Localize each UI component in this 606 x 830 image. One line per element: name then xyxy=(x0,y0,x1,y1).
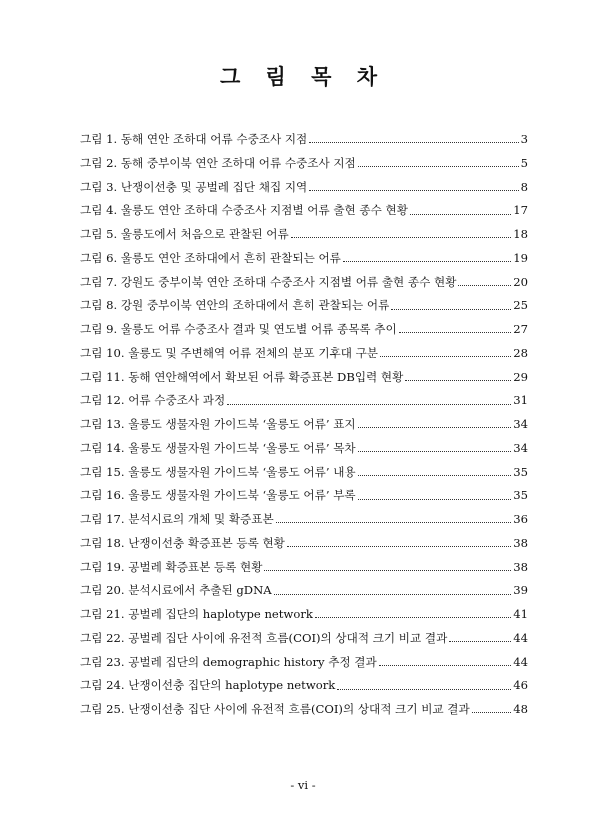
entry-label: 그림 17. 분석시료의 개체 및 확증표본 xyxy=(80,512,274,526)
entry-label: 그림 1. 동해 연안 조하대 어류 수중조사 지점 xyxy=(80,132,308,146)
entry-page-number: 19 xyxy=(513,250,528,265)
toc-entry[interactable] xyxy=(80,366,528,390)
entry-page-number: 28 xyxy=(513,345,528,360)
dot-leader xyxy=(274,594,512,595)
page-title: 그 림 목 차 xyxy=(219,64,387,89)
toc-entry[interactable] xyxy=(80,698,528,722)
dot-leader xyxy=(276,522,512,523)
dot-leader xyxy=(358,451,512,452)
dot-leader xyxy=(337,689,511,690)
dot-leader xyxy=(315,617,511,618)
toc-entry[interactable] xyxy=(80,532,528,556)
toc-entry[interactable] xyxy=(80,556,528,580)
toc-entry[interactable] xyxy=(80,247,528,271)
toc-entry[interactable] xyxy=(80,152,528,176)
dot-leader xyxy=(458,285,511,286)
toc-entry[interactable] xyxy=(80,579,528,603)
toc-entry[interactable] xyxy=(80,128,528,152)
dot-leader xyxy=(358,499,512,500)
entry-label: 그림 9. 울릉도 어류 수중조사 결과 및 연도별 어류 종목록 추이 xyxy=(80,322,397,336)
toc-entry[interactable] xyxy=(80,199,528,223)
entry-page-number: 20 xyxy=(513,274,528,289)
entry-page-number: 27 xyxy=(513,322,528,336)
toc-entry[interactable] xyxy=(80,484,528,508)
entry-page-number: 48 xyxy=(513,702,528,716)
dot-leader xyxy=(380,356,511,357)
entry-label: 그림 2. 동해 중부이북 연안 조하대 어류 수중조사 지점 xyxy=(80,155,356,170)
entry-page-number: 34 xyxy=(513,417,528,431)
dot-leader xyxy=(410,214,511,215)
toc-entry[interactable] xyxy=(80,271,528,295)
toc-entry[interactable] xyxy=(80,651,528,675)
dot-leader xyxy=(472,712,512,713)
entry-label: 그림 20. 분석시료에서 추출된 gDNA xyxy=(80,583,272,598)
entry-label: 그림 3. 난쟁이선충 및 공벌레 집단 채집 지역 xyxy=(80,179,308,194)
dot-leader xyxy=(379,665,512,666)
toc-entry[interactable] xyxy=(80,437,528,461)
entry-page-number: 44 xyxy=(513,630,528,645)
entry-label: 그림 22. 공벌레 집단 사이에 유전적 흐름(COI)의 상대적 크기 비교 결과 xyxy=(80,630,448,645)
entry-label: 그림 25. 난쟁이선충 집단 사이에 유전적 흐름(COI)의 상대적 크기 비교 결과 xyxy=(80,702,470,716)
entry-label: 그림 23. 공벌레 집단의 demographic history 추정 결과 xyxy=(80,654,377,669)
toc-entry[interactable] xyxy=(80,294,528,318)
entry-label: 그림 10. 울릉도 및 주변해역 어류 전체의 분포 기후대 구분 xyxy=(80,345,378,360)
entry-page-number: 38 xyxy=(513,535,528,550)
entry-page-number: 25 xyxy=(513,298,528,313)
entry-label: 그림 13. 울릉도 생물자원 가이드북 ‘울릉도 어류’ 표지 xyxy=(80,417,356,431)
entry-page-number: 29 xyxy=(513,369,528,384)
entry-label: 그림 15. 울릉도 생물자원 가이드북 ‘울릉도 어류’ 내용 xyxy=(80,464,356,479)
entry-label: 그림 18. 난쟁이선충 확증표본 등록 현황 xyxy=(80,535,285,550)
toc-entry[interactable] xyxy=(80,674,528,698)
entry-label: 그림 24. 난쟁이선충 집단의 haplotype network xyxy=(80,678,336,693)
page-number-footer: - vi - xyxy=(290,778,316,792)
entry-label: 그림 7. 강원도 중부이북 연안 조하대 수중조사 지점별 어류 출현 종수 현황 xyxy=(80,274,457,289)
entry-label: 그림 21. 공벌레 집단의 haplotype network xyxy=(80,607,313,621)
entry-page-number: 17 xyxy=(513,203,528,218)
entry-label: 그림 6. 울릉도 연안 조하대에서 흔히 관찰되는 어류 xyxy=(80,250,341,265)
entry-page-number: 38 xyxy=(513,559,528,574)
dot-leader xyxy=(291,237,512,238)
dot-leader xyxy=(399,332,512,333)
entry-label: 그림 5. 울릉도에서 처음으로 관찰된 어류 xyxy=(80,227,289,241)
toc-entry[interactable] xyxy=(80,603,528,627)
toc-entry[interactable] xyxy=(80,461,528,485)
toc-entry[interactable] xyxy=(80,342,528,366)
entry-label: 그림 11. 동해 연안해역에서 확보된 어류 확증표본 DB입력 현황 xyxy=(80,369,404,384)
entry-page-number: 34 xyxy=(513,440,528,455)
entry-label: 그림 16. 울릉도 생물자원 가이드북 ‘울릉도 어류’ 부록 xyxy=(80,488,356,503)
dot-leader xyxy=(343,261,511,262)
dot-leader xyxy=(309,142,518,143)
dot-leader xyxy=(449,641,511,642)
entry-label: 그림 14. 울릉도 생물자원 가이드북 ‘울릉도 어류’ 목차 xyxy=(80,440,356,455)
dot-leader xyxy=(358,427,512,428)
dot-leader xyxy=(287,546,511,547)
dot-leader xyxy=(358,166,519,167)
entry-label: 그림 4. 울릉도 연안 조하대 수중조사 지점별 어류 출현 종수 현황 xyxy=(80,203,408,218)
entry-label: 그림 12. 어류 수중조사 과정 xyxy=(80,393,226,408)
dot-leader xyxy=(405,380,511,381)
entry-page-number: 18 xyxy=(513,227,528,241)
dot-leader xyxy=(227,404,511,405)
entry-page-number: 44 xyxy=(513,654,528,669)
entry-page-number: 35 xyxy=(513,464,528,479)
toc-entry[interactable] xyxy=(80,389,528,413)
entry-page-number: 31 xyxy=(513,393,528,408)
entry-page-number: 36 xyxy=(513,512,528,526)
toc-entry[interactable] xyxy=(80,318,528,342)
dot-leader xyxy=(309,190,518,191)
toc-entry[interactable] xyxy=(80,413,528,437)
entry-page-number: 39 xyxy=(513,583,528,598)
entry-page-number: 8 xyxy=(520,179,528,194)
entry-page-number: 35 xyxy=(513,488,528,503)
dot-leader xyxy=(358,475,512,476)
entry-label: 그림 19. 공벌레 확증표본 등록 현황 xyxy=(80,559,263,574)
dot-leader xyxy=(391,309,511,310)
toc-entry[interactable] xyxy=(80,627,528,651)
entry-page-number: 46 xyxy=(513,678,528,693)
toc-entry[interactable] xyxy=(80,508,528,532)
entry-page-number: 5 xyxy=(520,155,528,170)
dot-leader xyxy=(264,570,511,571)
toc-entry[interactable] xyxy=(80,223,528,247)
figure-list xyxy=(80,128,528,722)
entry-page-number: 41 xyxy=(513,607,528,621)
entry-page-number: 3 xyxy=(520,132,528,146)
toc-entry[interactable] xyxy=(80,176,528,200)
entry-label: 그림 8. 강원 중부이북 연안의 조하대에서 흔히 관찰되는 어류 xyxy=(80,298,390,313)
